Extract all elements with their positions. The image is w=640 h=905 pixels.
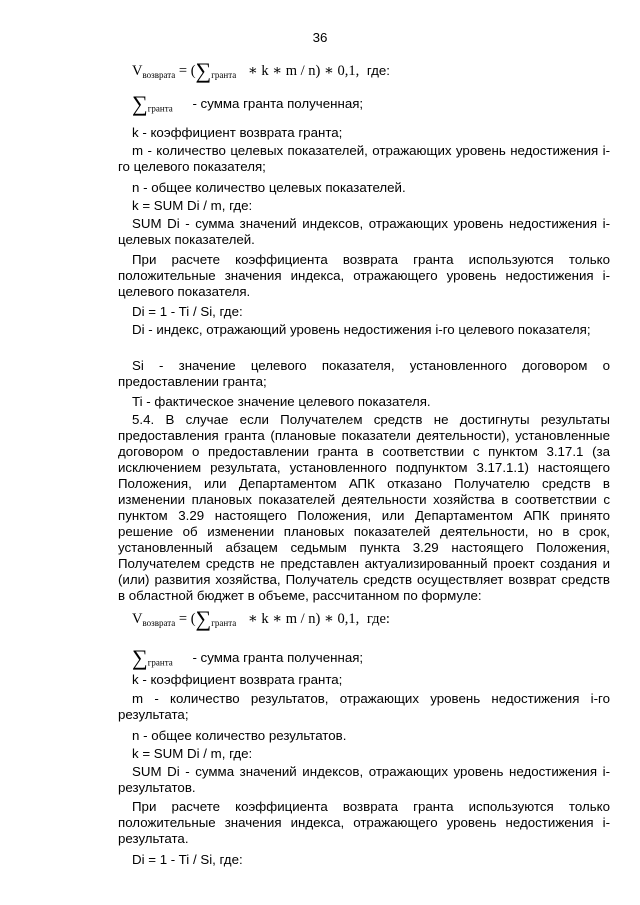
paragraph: Si - значение целевого показателя, установленного договором о предоставлении гранта; — [118, 358, 610, 389]
paragraph: Di - индекс, отражающий уровень недостижения i-го целевого показателя; — [132, 322, 591, 337]
refund-formula — [132, 58, 390, 83]
sigma-icon: ∑ — [132, 645, 148, 670]
sigma-definition — [132, 91, 364, 116]
text-line: k - коэффициент возврата гранта; — [132, 672, 343, 687]
paragraph: SUM Di - сумма значений индексов, отражающих уровень недостижения i-результатов. — [118, 764, 610, 795]
text-line: n - общее количество целевых показателей. — [132, 180, 406, 195]
formula-tail: где: — [366, 611, 390, 627]
text-line: Di = 1 - Ti / Si, где: — [132, 852, 243, 867]
paragraph: При расчете коэффициента возврата гранта используются только положительные значения индекса, отражающего уровень недостижения i-результата. — [118, 799, 610, 846]
formula-rest: ∗ k ∗ m / n) ∗ 0,1, — [247, 611, 360, 627]
text-line: Di = 1 - Ti / Si, где: — [132, 304, 243, 319]
formula-open: = ( — [178, 611, 196, 627]
paragraph: m - количество результатов, отражающих уровень недостижения i-го результата; — [118, 691, 610, 722]
text-line: k - коэффициент возврата гранта; — [132, 125, 343, 140]
sigma-icon: ∑ — [195, 606, 212, 631]
sigma-icon: ∑ — [132, 91, 148, 116]
formula-rest: ∗ k ∗ m / n) ∗ 0,1, — [247, 63, 360, 79]
paragraph-5-4: 5.4. В случае если Получателем средств не достигнуты результаты предоставления гранта (плановые показатели деятельности), установленные договором о предоставлении гранта в соответствии с пунктом 3.17.1 (за исключением результата, установленного подпунктом 3.17.1.1) настоящего Положения, или Департаментом АПК отказано Получателю средств в изменении плановых показателей деятельности хозяйства в соответствии с пунктом 3.29 настоящего Положения, или Департаментом АПК принято решение об изменении плановых показателей деятельности, но в срок, установленный абзацем седьмым пункта 3.29 настоящего Положения, Получателем средств не представлен актуализированный проект создания и (или) развития хозяйства, Получатель средств осуществляет возврат средств в областной бюджет в объеме, рассчитанном по формуле: — [118, 412, 610, 603]
formula-v-subscript: возврата — [142, 70, 176, 80]
text-line: k = SUM Di / m, где: — [132, 198, 253, 213]
formula-tail: где: — [366, 63, 390, 78]
sigma-subscript: гранта — [147, 103, 173, 114]
sigma-description: - сумма гранта полученная; — [192, 650, 364, 665]
sigma-icon: ∑ — [195, 58, 212, 83]
formula-sum-subscript: гранта — [211, 618, 237, 628]
text-line: k = SUM Di / m, где: — [132, 746, 253, 761]
sigma-subscript: гранта — [147, 657, 173, 668]
formula-v: V — [132, 611, 143, 627]
paragraph: m - количество целевых показателей, отражающих уровень недостижения i-го целевого показателя; — [118, 143, 610, 174]
page-number: 36 — [312, 30, 328, 45]
formula-v-subscript: возврата — [142, 618, 176, 628]
text-line: Ti - фактическое значение целевого показателя. — [132, 394, 431, 409]
sigma-definition — [132, 645, 364, 670]
paragraph: При расчете коэффициента возврата гранта используются только положительные значения индекса, отражающего уровень недостижения i-целевого показателя. — [118, 252, 610, 299]
text-line: n - общее количество результатов. — [132, 728, 347, 743]
paragraph: SUM Di - сумма значений индексов, отражающих уровень недостижения i-целевых показателей. — [118, 216, 610, 247]
formula-v: V — [132, 63, 143, 79]
refund-formula — [132, 606, 390, 631]
formula-sum-subscript: гранта — [211, 70, 237, 80]
sigma-description: - сумма гранта полученная; — [192, 96, 364, 111]
formula-open: = ( — [178, 63, 196, 79]
